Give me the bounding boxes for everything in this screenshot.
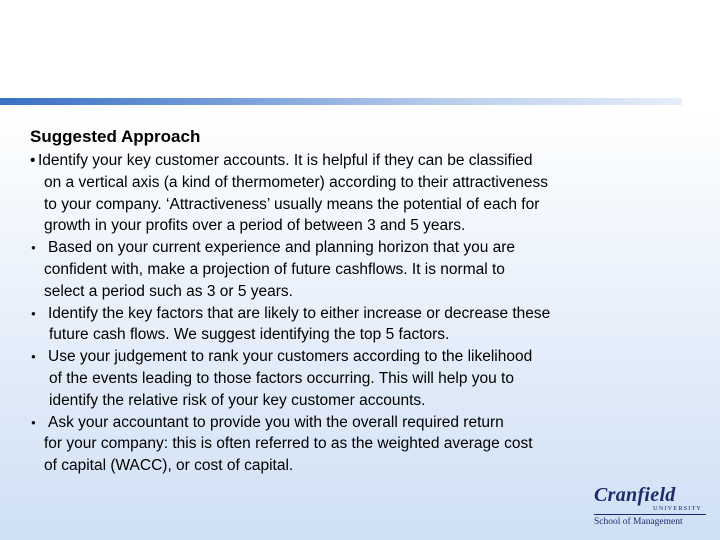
logo-school-name: School of Management bbox=[594, 517, 683, 527]
bullet-line: future cash flows. We suggest identifying the top 5 factors. bbox=[49, 326, 450, 344]
bullet-line: Identify your key customer accounts. It is helpful if they can be classified bbox=[38, 152, 533, 169]
logo-divider bbox=[594, 514, 706, 515]
cranfield-logo bbox=[594, 485, 706, 528]
bullet-marker: ● bbox=[31, 417, 36, 427]
bullet-line: Identify the key factors that are likely to either increase or decrease these bbox=[48, 304, 551, 322]
bullet-line: growth in your profits over a period of between 3 and 5 years. bbox=[44, 217, 466, 235]
logo-university-label: UNIVERSITY bbox=[653, 505, 702, 512]
bullet-3 bbox=[30, 303, 670, 347]
bullet-4 bbox=[30, 346, 670, 411]
bullet-line: of the events leading to those factors occurring. This will help you to bbox=[49, 369, 514, 387]
slide-content bbox=[30, 126, 670, 477]
bullet-line: of capital (WACC), or cost of capital. bbox=[44, 457, 294, 475]
bullet-marker: • bbox=[30, 152, 36, 169]
bullet-1 bbox=[30, 150, 670, 237]
logo-wordmark: Cranfield bbox=[594, 484, 676, 506]
header-divider bbox=[0, 98, 682, 105]
bullet-line: Based on your current experience and planning horizon that you are bbox=[48, 239, 516, 257]
bullet-marker: ● bbox=[31, 243, 36, 253]
bullet-line: confident with, make a projection of future cashflows. It is normal to bbox=[44, 260, 505, 278]
bullet-5 bbox=[30, 412, 670, 477]
bullet-line: to your company. ‘Attractiveness’ usually means the potential of each for bbox=[44, 195, 540, 213]
bullet-marker: ● bbox=[31, 352, 36, 362]
bullet-2 bbox=[30, 237, 670, 302]
bullet-line: on a vertical axis (a kind of thermometer) according to their attractiveness bbox=[44, 173, 548, 191]
bullet-line: identify the relative risk of your key customer accounts. bbox=[49, 391, 426, 409]
bullet-line: Use your judgement to rank your customers according to the likelihood bbox=[48, 348, 533, 366]
slide-heading: Suggested Approach bbox=[30, 127, 201, 146]
bullet-line: select a period such as 3 or 5 years. bbox=[44, 282, 293, 300]
bullet-line: Ask your accountant to provide you with the overall required return bbox=[48, 413, 504, 431]
bullet-marker: ● bbox=[31, 308, 36, 318]
bullet-line: for your company: this is often referred to as the weighted average cost bbox=[44, 435, 533, 453]
